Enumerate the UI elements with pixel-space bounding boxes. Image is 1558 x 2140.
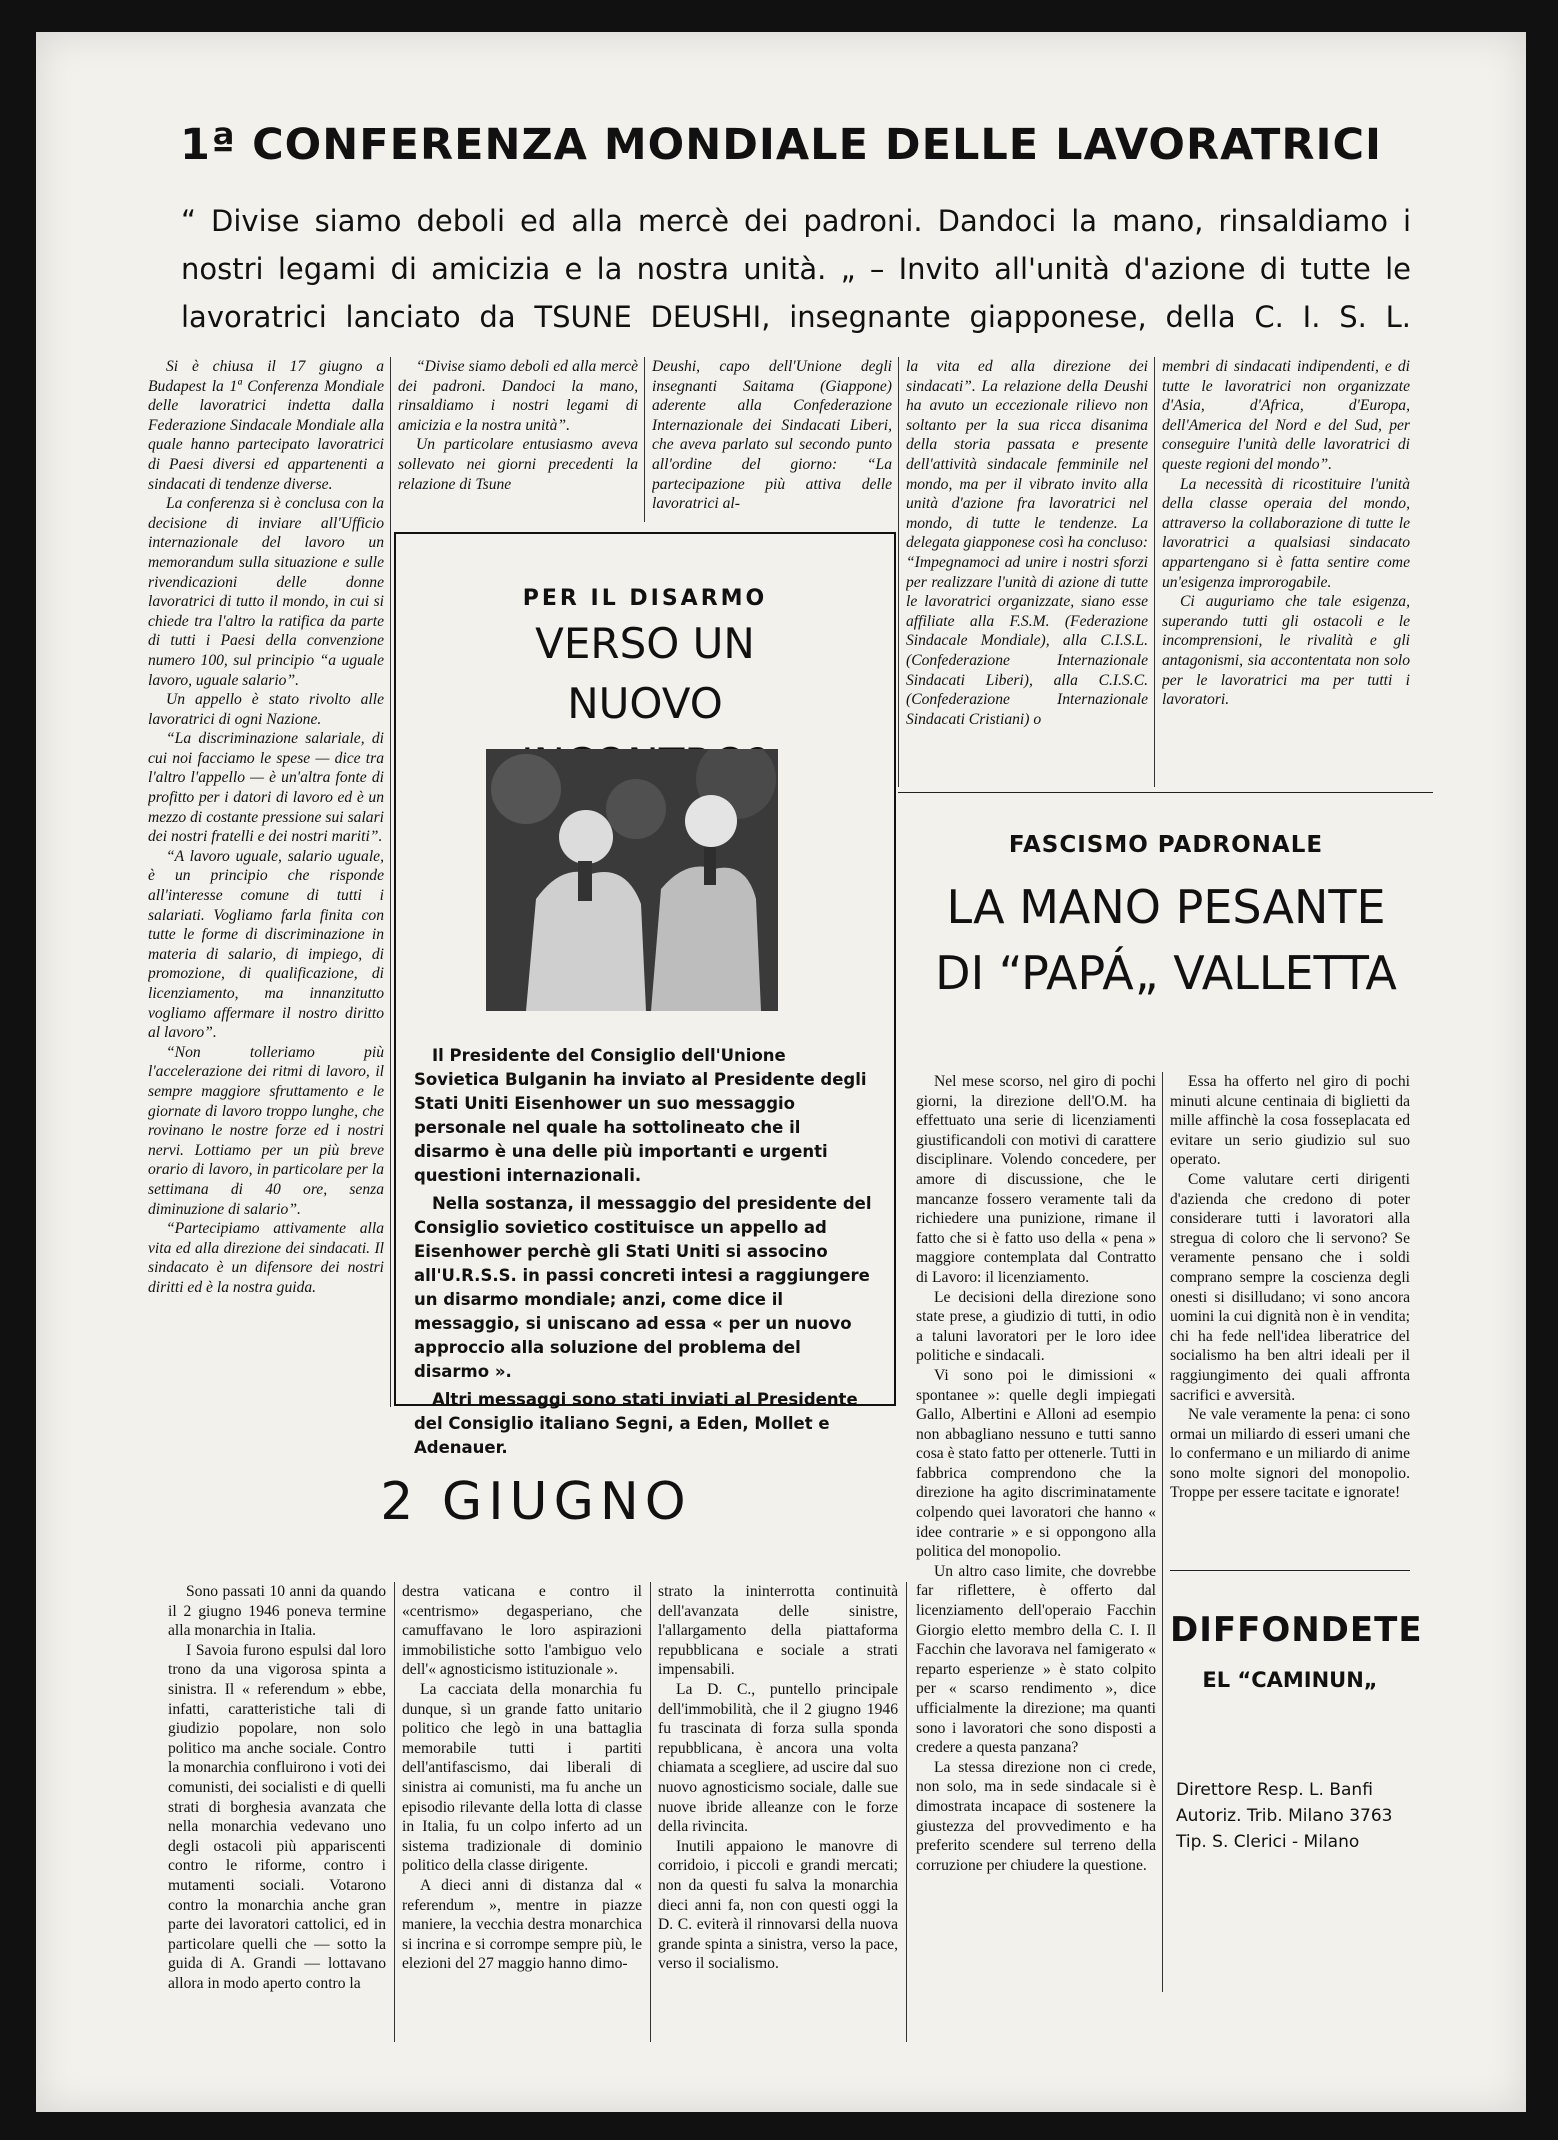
paragraph: Altri messaggi sono stati inviati al Presidente del Consiglio italiano Segni, a Eden, Mollet e Adenauer. <box>414 1390 858 1457</box>
paragraph: A dieci anni di distanza dal « referendum », mentre in piazze maniere, la vecchia destra monarchica si incrina e si corrompe sempre più, le elezioni del 27 maggio hanno dimo- <box>402 1876 642 1973</box>
fascismo-kicker: FASCISMO PADRONALE <box>1008 832 1324 858</box>
paragraph: Essa ha offerto nel giro di pochi minuti alcune centinaia di biglietti da mille affinchè la cosa fosseplacata ed evitare un serio giudizio sul suo operato. <box>1170 1073 1410 1169</box>
disarmo-text <box>414 1044 874 1464</box>
paragraph: “Non tolleriamo più l'accelerazione dei ritmi di lavoro, il sempre maggiore sfruttamento e le giornate di lavoro troppo lunghe, che rovinano le nostre forze ed i nostri nervi. Lottiamo per un più breve orario di lavoro, in particolare per la settimana di 40 ore, senza diminuzione di salario”. <box>148 1043 384 1218</box>
paragraph: “A lavoro uguale, salario uguale, è un principio che risponde all'interesse comune di tutti i salariati. Vogliamo farla finita con tutte le forme di discriminazione in materia di salario, di impiego, di promozione, di qualificazione, di licenziamento, ma innanzitutto vogliamo affermare il nostro diritto al lavoro”. <box>148 847 384 1042</box>
paragraph: Come valutare certi dirigenti d'azienda che credono di poter considerare tutti i lavoratori alla stregua di coloro che li servono? Se veramente pensano che i soldi comprano sempre la coscienza degli onesti si disilludano; vi sono ancora uomini la cui dignità non è in vendita; chi ha fede nell'idea liberatrice del socialismo ha ben altri ideali per il raggiungimento dei quali affronta sacrifici e avversità. <box>1170 1170 1410 1404</box>
paragraph: Nella sostanza, il messaggio del presidente del Consiglio sovietico costituisce un appello ad Eisenhower perchè gli Stati Uniti si associno all'U.R.S.S. in passi concreti intesi a raggiungere un disarmo mondiale; anzi, come dice il messaggio, si uniscano ad essa « per un nuovo approccio alla soluzione del problema del disarmo ». <box>414 1194 872 1381</box>
conference-column-5 <box>1162 357 1410 777</box>
giugno-column-3 <box>658 1582 898 2052</box>
paragraph: Un appello è stato rivolto alle lavoratrici di ogni Nazione. <box>148 691 384 728</box>
conference-column-3 <box>652 357 892 522</box>
headline-subtitle: “ Divise siamo deboli ed alla mercè dei padroni. Dandoci la mano, rinsaldiamo i nostri legami di amicizia e la nostra unità. „ – Invito all'unità d'azione di tutte le lavoratrici lanciato da TSUNE DEUSHI, insegnante giapponese, della C. I. S. L. <box>181 204 1411 334</box>
fascismo-title: LA MANO PESANTE DI “PAPÁ„ VALLETTA <box>935 880 1397 1000</box>
paragraph: Le decisioni della direzione sono state prese, a giudizio di tutti, in odio a taluni lavoratori per le loro idee politiche e sindacali. <box>916 1288 1156 1365</box>
paragraph: Sono passati 10 anni da quando il 2 giugno 1946 poneva termine alla monarchia in Italia. <box>168 1583 386 1640</box>
giugno-column-1 <box>168 1582 386 2052</box>
conference-column-2 <box>398 357 638 522</box>
fascismo-column-2 <box>1170 1072 1410 1552</box>
paragraph: Vi sono poi le dimissioni « spontanee »: quelle degli impiegati Gallo, Albertini e Alloni ad esempio non abbagliano nessuno e tutti sanno cosa è stato fatto per ottenerle. Tutti in fabbrica comprendono che la direzione ha agito discriminatamente colpendo quei lavoratori che hanno « idee contrarie » e si oppongono alla politica del monopolio. <box>916 1366 1156 1561</box>
giugno-title: 2 GIUGNO <box>380 1472 692 1532</box>
paragraph: Si è chiusa il 17 giugno a Budapest la 1ª Conferenza Mondiale delle lavoratrici indetta dalla Federazione Sindacale Mondiale alla quale hanno partecipato lavoratrici di Paesi diversi ed appartenenti a sindacati di tendenze diverse. <box>148 358 384 493</box>
column-rule <box>898 357 899 787</box>
column-rule <box>906 1582 907 2042</box>
disarmo-kicker: PER IL DISARMO <box>522 586 768 611</box>
masthead-info <box>1176 1777 1436 1855</box>
paragraph: La conferenza si è conclusa con la decisione di inviare all'Ufficio internazionale del lavoro un memorandum sulla situazione e sulle rivendicazioni delle donne lavoratrici di tutto il mondo, in cui si chiede tra l'altro la ratifica da parte di tutti i Paesi della convenzione numero 100, sul principio “a uguale lavoro, uguale salario”. <box>148 495 384 689</box>
paragraph: Ne vale veramente la pena: ci sono ormai un miliardo di esseri umani che lo confermano e un miliardo di anime sono molte signori del monopolio. Troppe per essere tacitate e ignorate! <box>1170 1406 1410 1502</box>
masthead-authorization: Autoriz. Trib. Milano 3763 <box>1176 1806 1393 1826</box>
diffondete-subtitle: EL “CAMINUN„ <box>1202 1668 1378 1692</box>
conference-column-4 <box>906 357 1148 777</box>
paragraph: La D. C., puntello principale dell'immobilità, che il 2 giugno 1946 fu trascinata di forza sulla sponda repubblicana, è ancora una volta chiamata a scegliere, ad uscire dal suo nuovo agnosticismo sociale, dalle sue nuove ibride alleanze con le forze della rivincita. <box>658 1680 898 1836</box>
column-rule <box>1162 1072 1163 1992</box>
conference-column-1 <box>148 357 384 1417</box>
section-rule <box>1170 1570 1410 1571</box>
paragraph: Un particolare entusiasmo aveva sollevato nei giorni precedenti la relazione di Tsune <box>398 436 638 493</box>
masthead-director: Direttore Resp. L. Banfi <box>1176 1780 1373 1800</box>
paragraph: La stessa direzione non ci crede, non solo, ma in sede sindacale si è dimostrata incapace di sostenere la giustezza del provvedimento e ha preferito scendere sul terreno della corruzione per chiudere la questione. <box>916 1758 1156 1874</box>
paragraph: Un altro caso limite, che dovrebbe far riflettere, è offerto dal licenziamento dell'operaio Facchin Giorgio eletto membro della C. I. Il Facchin che lavorava nel famigerato « reparto esperienze » è stato colpito per « scarso rendimento », dice ufficialmente la direzione; ma quanti sono i lavoratori che sono disposti a credere a questa panzana? <box>916 1562 1156 1757</box>
paragraph: Nel mese scorso, nel giro di pochi giorni, la direzione dell'O.M. ha effettuato una serie di licenziamenti giustificandoli con motivi di carattere disciplinare. Volendo concedere, per amore di discussione, che le mancanze fossero veramente tali da richiedere una punizione, rimane il fatto che si è fatto uso della « pena » maggiore contemplata dal Contratto di Lavoro: il licenziamento. <box>916 1073 1156 1286</box>
paragraph: Il Presidente del Consiglio dell'Unione Sovietica Bulganin ha inviato al Presidente degli Stati Uniti Eisenhower un suo messaggio personale nel quale ha sottolineato che il disarmo è una delle più importanti e urgenti questioni internazionali. <box>414 1046 867 1185</box>
paragraph: strato la ininterrotta continuità dell'avanzata delle sinistre, l'allargamento della piattaforma repubblicana e sociale a strati impensabili. <box>658 1583 898 1679</box>
paragraph: I Savoia furono espulsi dal loro trono da una vigorosa spinta a sinistra. Il « referendum » ebbe, infatti, caratteristiche tali di giudizio popolare, non solo politico ma anche sociale. Contro la monarchia confluirono i voti dei comunisti, dei socialisti e di quelli strati di borghesia avanzata che nella monarchia vedevano uno degli ostacoli più appariscenti contro le riforme, contro i mutamenti sociali. Votarono contro la monarchia anche gran parte dei lavoratori cattolici, ed in particolare quelli che — sotto la guida di A. Grandi — lottavano allora in modo aperto contro la <box>168 1641 386 1992</box>
section-rule <box>898 792 1433 793</box>
paragraph: “Partecipiamo attivamente alla vita ed alla direzione dei sindacati. Il sindacato è un difensore dei nostri diritti ed è la nostra guida. <box>148 1220 384 1296</box>
newspaper-page <box>36 32 1526 2112</box>
disarmo-title: VERSO UN NUOVO <box>535 619 755 728</box>
paragraph: destra vaticana e contro il «centrismo» degasperiano, che camuffavano le loro aspirazioni immobilistiche sotto l'ambiguo velo dell'« agnosticismo istituzionale ». <box>402 1583 642 1679</box>
photo-bulganin-eisenhower <box>486 749 778 1011</box>
paragraph: “La discriminazione salariale, di cui noi facciamo le spese — dice tra l'altro l'appello — è un'altra fonte di profitto per i datori di lavoro ed è un mezzo di costante pressione sui salari dei nostri fratelli e dei nostri mariti”. <box>148 730 384 846</box>
column-rule <box>394 1582 395 2042</box>
paragraph: La necessità di ricostituire l'unità della classe operaia del mondo, attraverso la collaborazione di tutte le lavoratrici a qualsiasi sindacato appartengano si è fatta sentire come un'esigenza improrogabile. <box>1162 475 1410 591</box>
paragraph: La cacciata della monarchia fu dunque, sì un grande fatto unitario politico che legò in una battaglia memorabile tutti i partiti dell'antifascismo, dai liberali di sinistra ai comunisti, ma fu anche un episodio rilevante della lotta di classe in Italia, fu un colpo inferto ad un sistema tradizionale di dominio politico della classe dirigente. <box>402 1680 642 1875</box>
disarmo-box <box>394 532 896 1457</box>
paragraph: Ci auguriamo che tale esigenza, superando tutti gli ostacoli e le incomprensioni, le rivalità e gli antagonismi, sia accontentata non solo per le lavoratrici ma per tutti i lavoratori. <box>1162 593 1410 709</box>
paragraph: Deushi, capo dell'Unione degli insegnanti Saitama (Giappone) aderente alla Confederazione Internazionale dei Sindacati Liberi, che aveva parlato sul secondo punto all'ordine del giorno: “La partecipazione più attiva delle lavoratrici al- <box>652 358 892 513</box>
paragraph: la vita ed alla direzione dei sindacati”. La relazione della Deushi ha avuto un eccezionale rilievo non soltanto per la sua ricca disanima della storia passata e presente dell'attività sindacale femminile nel mondo, ma per il vibrato invito alla unità d'azione fra lavoratrici nel mondo, di tutte le tendenze. La delegata giapponese così ha concluso: “Impegnamoci ad unire i nostri sforzi per realizzare l'unità di azione di tutte le lavoratrici organizzate, siano esse affiliate alla F.S.M. (Federazione Sindacale Mondiale), alla C.I.S.L. (Confederazione Internazionale Sindacati Liberi), alla C.I.S.C. (Confederazione Internazionale Sindacati Cristiani) o <box>906 358 1148 728</box>
masthead-printer: Tip. S. Clerici - Milano <box>1176 1832 1360 1852</box>
giugno-column-2 <box>402 1582 642 2052</box>
paragraph: membri di sindacati indipendenti, e di tutte le lavoratrici non organizzate d'Asia, d'Africa, d'Europa, dell'America del Nord e del Sud, per conseguire l'unità delle lavoratrici di queste regioni del mondo”. <box>1162 358 1410 473</box>
paragraph: “Divise siamo deboli ed alla mercè dei padroni. Dandoci la mano, rinsaldiamo i nostri legami di amicizia e la nostra unità”. <box>398 358 638 434</box>
fascismo-column-1 <box>916 1072 1156 1992</box>
column-rule <box>1154 357 1155 787</box>
column-rule <box>644 357 645 522</box>
page-headline: 1ª CONFERENZA MONDIALE DELLE LAVORATRICI <box>179 120 1383 170</box>
photo-image <box>486 749 778 1011</box>
column-rule <box>650 1582 651 2042</box>
paragraph: Inutili appaiono le manovre di corridoio, i piccoli e grandi mercati; non da questi fu salva la monarchia dieci anni fa, non con questi oggi la D. C. eviterà il rinnovarsi della nuova grande spinta a sinistra, verso la pace, verso il socialismo. <box>658 1837 898 1973</box>
column-rule <box>390 357 391 1407</box>
diffondete-title: DIFFONDETE <box>1170 1610 1423 1650</box>
